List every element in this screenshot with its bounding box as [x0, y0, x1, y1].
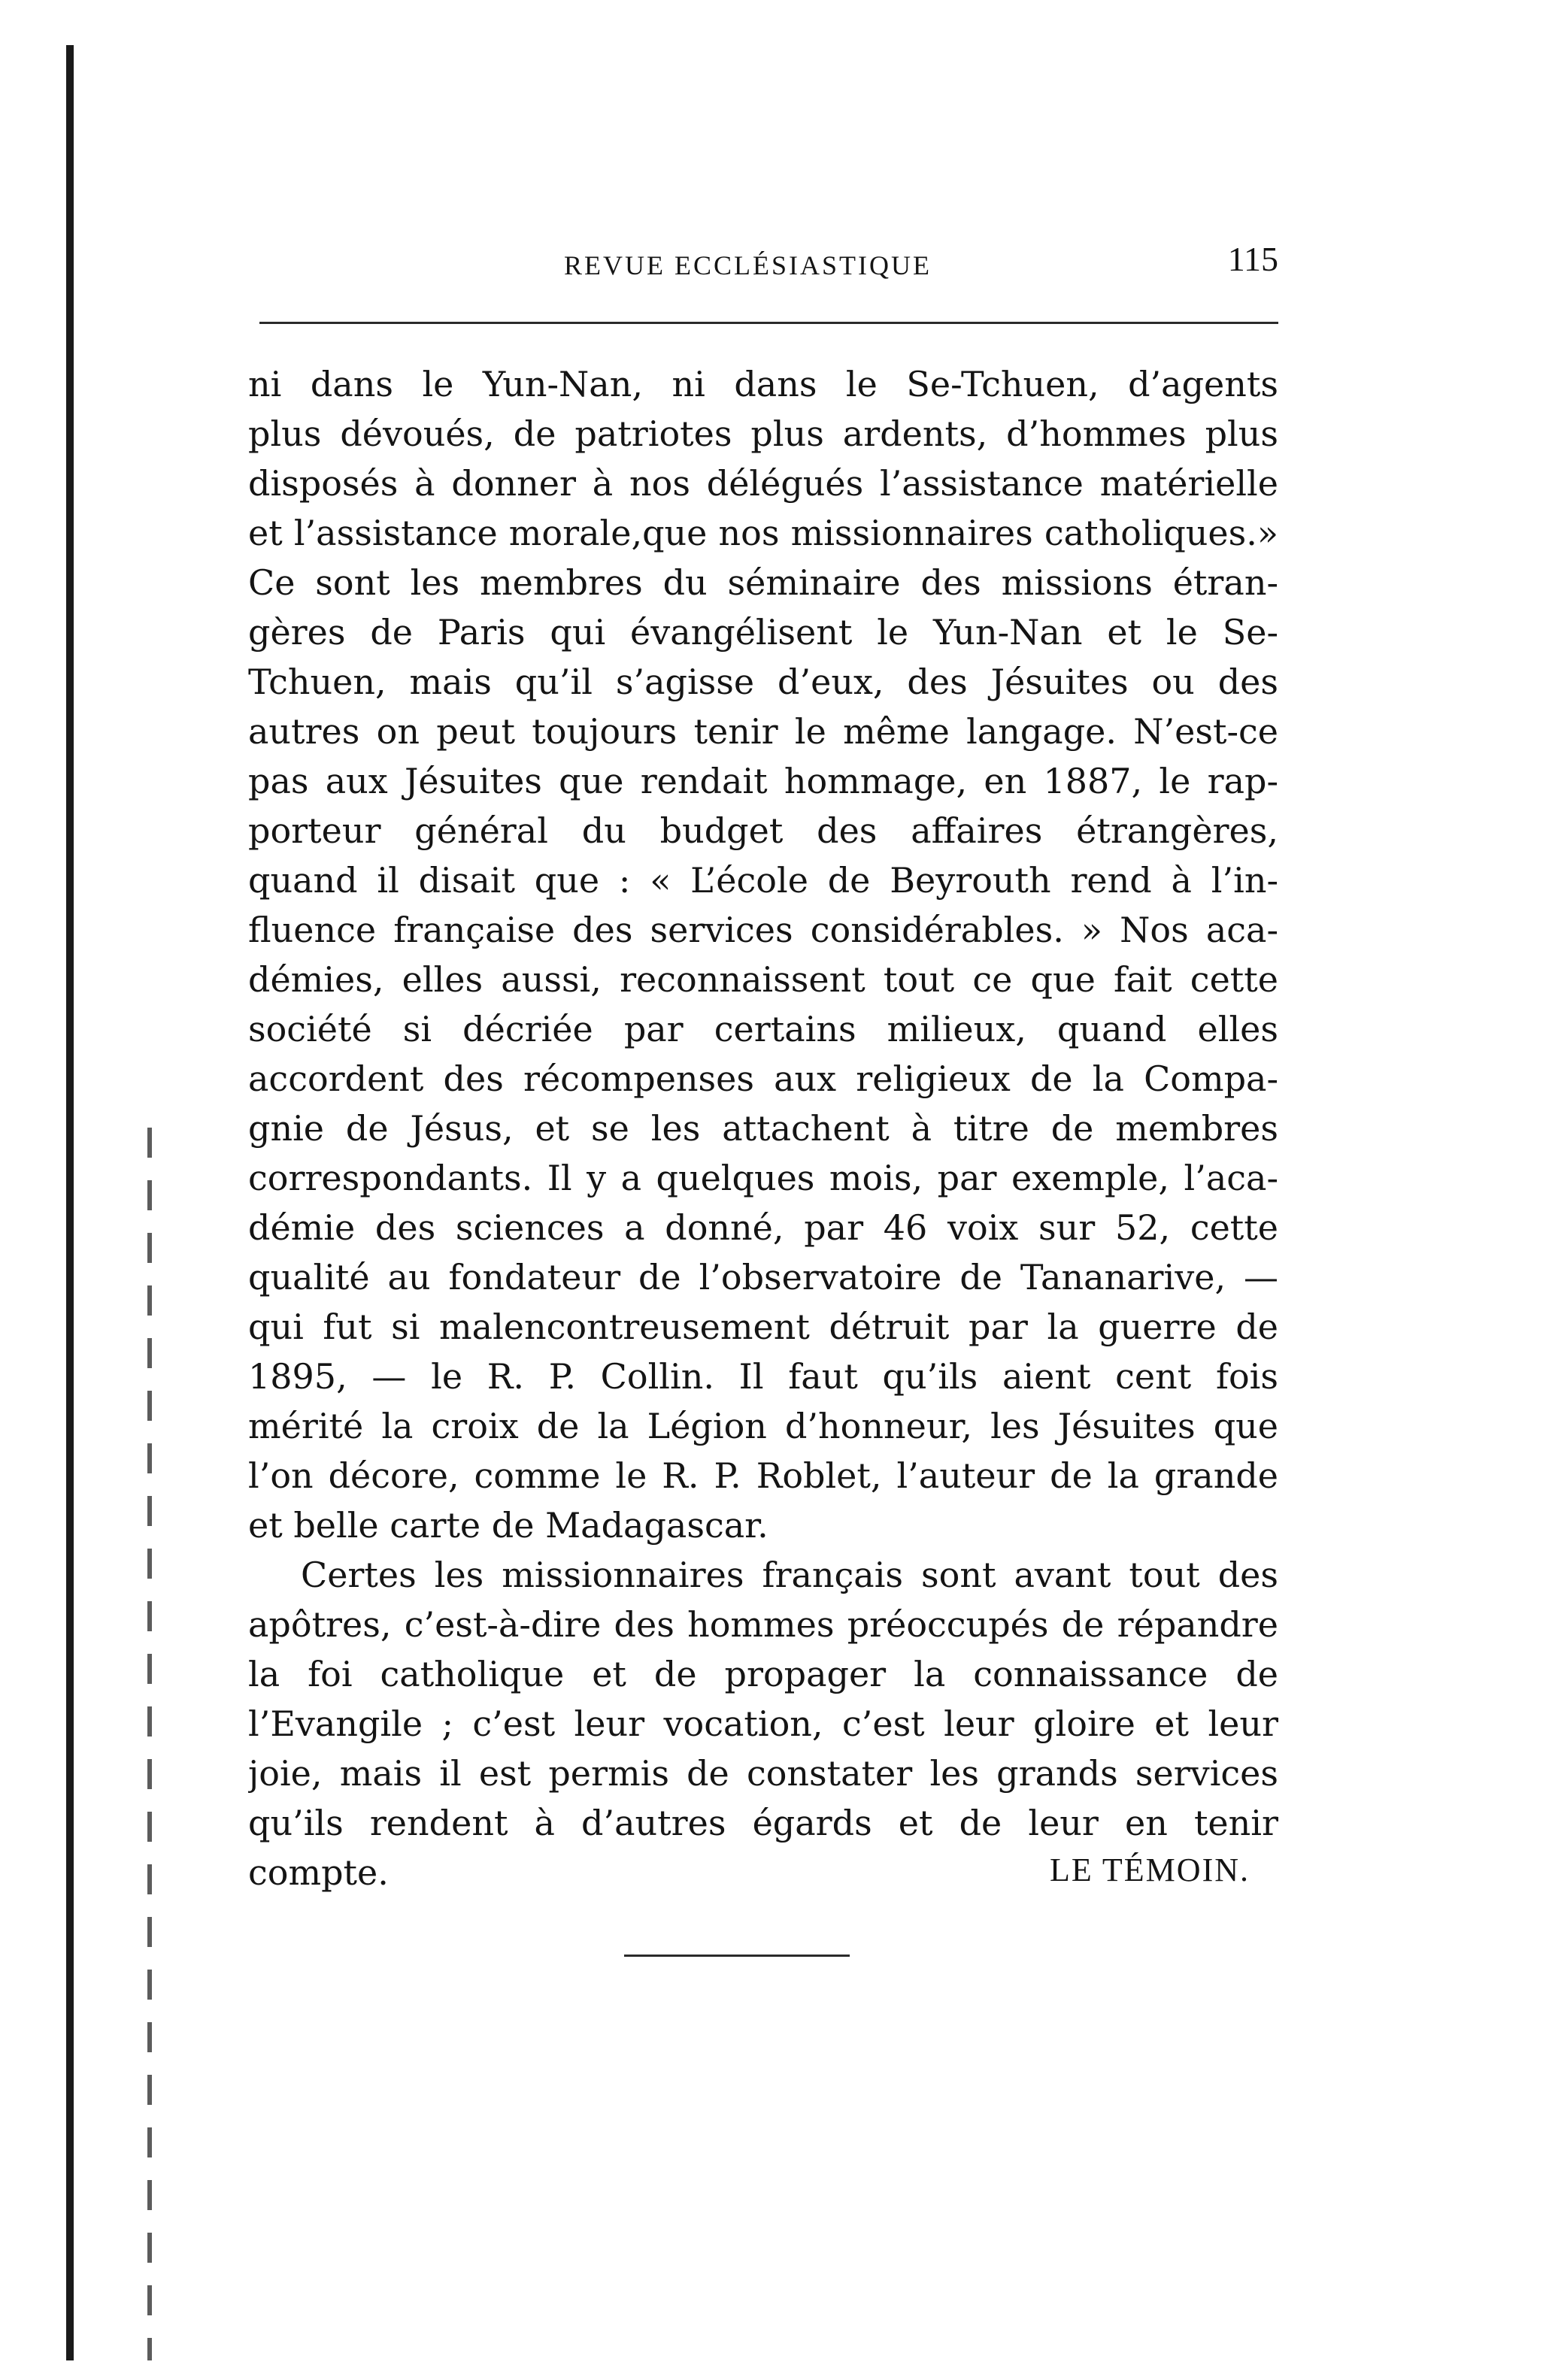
text-line: correspondants. Il y a quelques mois, par exemple, l’aca-: [248, 1158, 1278, 1198]
text-line: quand il disait que : « L’école de Beyrouth rend à l’in-: [248, 860, 1278, 901]
text-line: joie, mais il est permis de constater les grands services: [248, 1753, 1278, 1794]
text-line: Tchuen, mais qu’il s’agisse d’eux, des Jésuites ou des: [248, 662, 1278, 702]
text-line: Ce sont les membres du séminaire des missions étran-: [248, 562, 1278, 603]
text-line: démie des sciences a donné, par 46 voix sur 52, cette: [248, 1207, 1278, 1248]
text-line: apôtres, c’est-à-dire des hommes préoccupés de répandre: [248, 1604, 1278, 1645]
text-line: autres on peut toujours tenir le même langage. N’est-ce: [248, 711, 1278, 752]
text-line: 1895, — le R. P. Collin. Il faut qu’ils aient cent fois: [248, 1356, 1278, 1397]
text-line: disposés à donner à nos délégués l’assistance matérielle: [248, 463, 1278, 504]
text-line: la foi catholique et de propager la connaissance de: [248, 1654, 1278, 1694]
text-line: fluence française des services considérables. » Nos aca-: [248, 910, 1278, 950]
body-text: [248, 359, 1278, 1897]
text-line: compte.: [248, 1852, 389, 1893]
text-line: société si décriée par certains milieux, quand elles: [248, 1009, 1278, 1049]
running-head: [248, 239, 1278, 284]
header-rule: [259, 322, 1278, 324]
text-line: l’Evangile ; c’est leur vocation, c’est leur gloire et leur: [248, 1703, 1278, 1744]
text-line: gères de Paris qui évangélisent le Yun-Nan et le Se-: [248, 612, 1278, 653]
text-line: ni dans le Yun-Nan, ni dans le Se-Tchuen, d’agents: [248, 364, 1278, 404]
text-line: plus dévoués, de patriotes plus ardents, d’hommes plus: [248, 413, 1278, 454]
text-line: démies, elles aussi, reconnaissent tout ce que fait cette: [248, 959, 1278, 1000]
text-line: et belle carte de Madagascar.: [248, 1505, 768, 1546]
text-line: pas aux Jésuites que rendait hommage, en 1887, le rap-: [248, 761, 1278, 801]
page-number: 115: [1227, 240, 1278, 278]
text-line: qui fut si malencontreusement détruit par la guerre de: [248, 1307, 1278, 1347]
text-line: qu’ils rendent à d’autres égards et de leur en tenir: [248, 1803, 1278, 1843]
text-line: l’on décore, comme le R. P. Roblet, l’auteur de la grande: [248, 1455, 1278, 1496]
text-line: Certes les missionnaires français sont avant tout des: [301, 1555, 1278, 1595]
text-line: mérité la croix de la Légion d’honneur, les Jésuites que: [248, 1406, 1278, 1446]
text-line: porteur général du budget des affaires étrangères,: [248, 810, 1278, 851]
scan-gutter-marks: [147, 1128, 152, 2360]
signature: LE TÉMOIN.: [1049, 1852, 1250, 1888]
text-line: gnie de Jésus, et se les attachent à titre de membres: [248, 1108, 1278, 1149]
running-title: REVUE ECCLÉSIASTIQUE: [564, 250, 932, 280]
scan-gutter-edge: [66, 45, 74, 2360]
text-line: et l’assistance morale,que nos missionnaires catholiques.»: [248, 513, 1278, 553]
text-line: qualité au fondateur de l’observatoire de Tananarive, —: [248, 1257, 1278, 1297]
end-rule: [624, 1955, 850, 1957]
text-line: accordent des récompenses aux religieux de la Compa-: [248, 1058, 1278, 1099]
